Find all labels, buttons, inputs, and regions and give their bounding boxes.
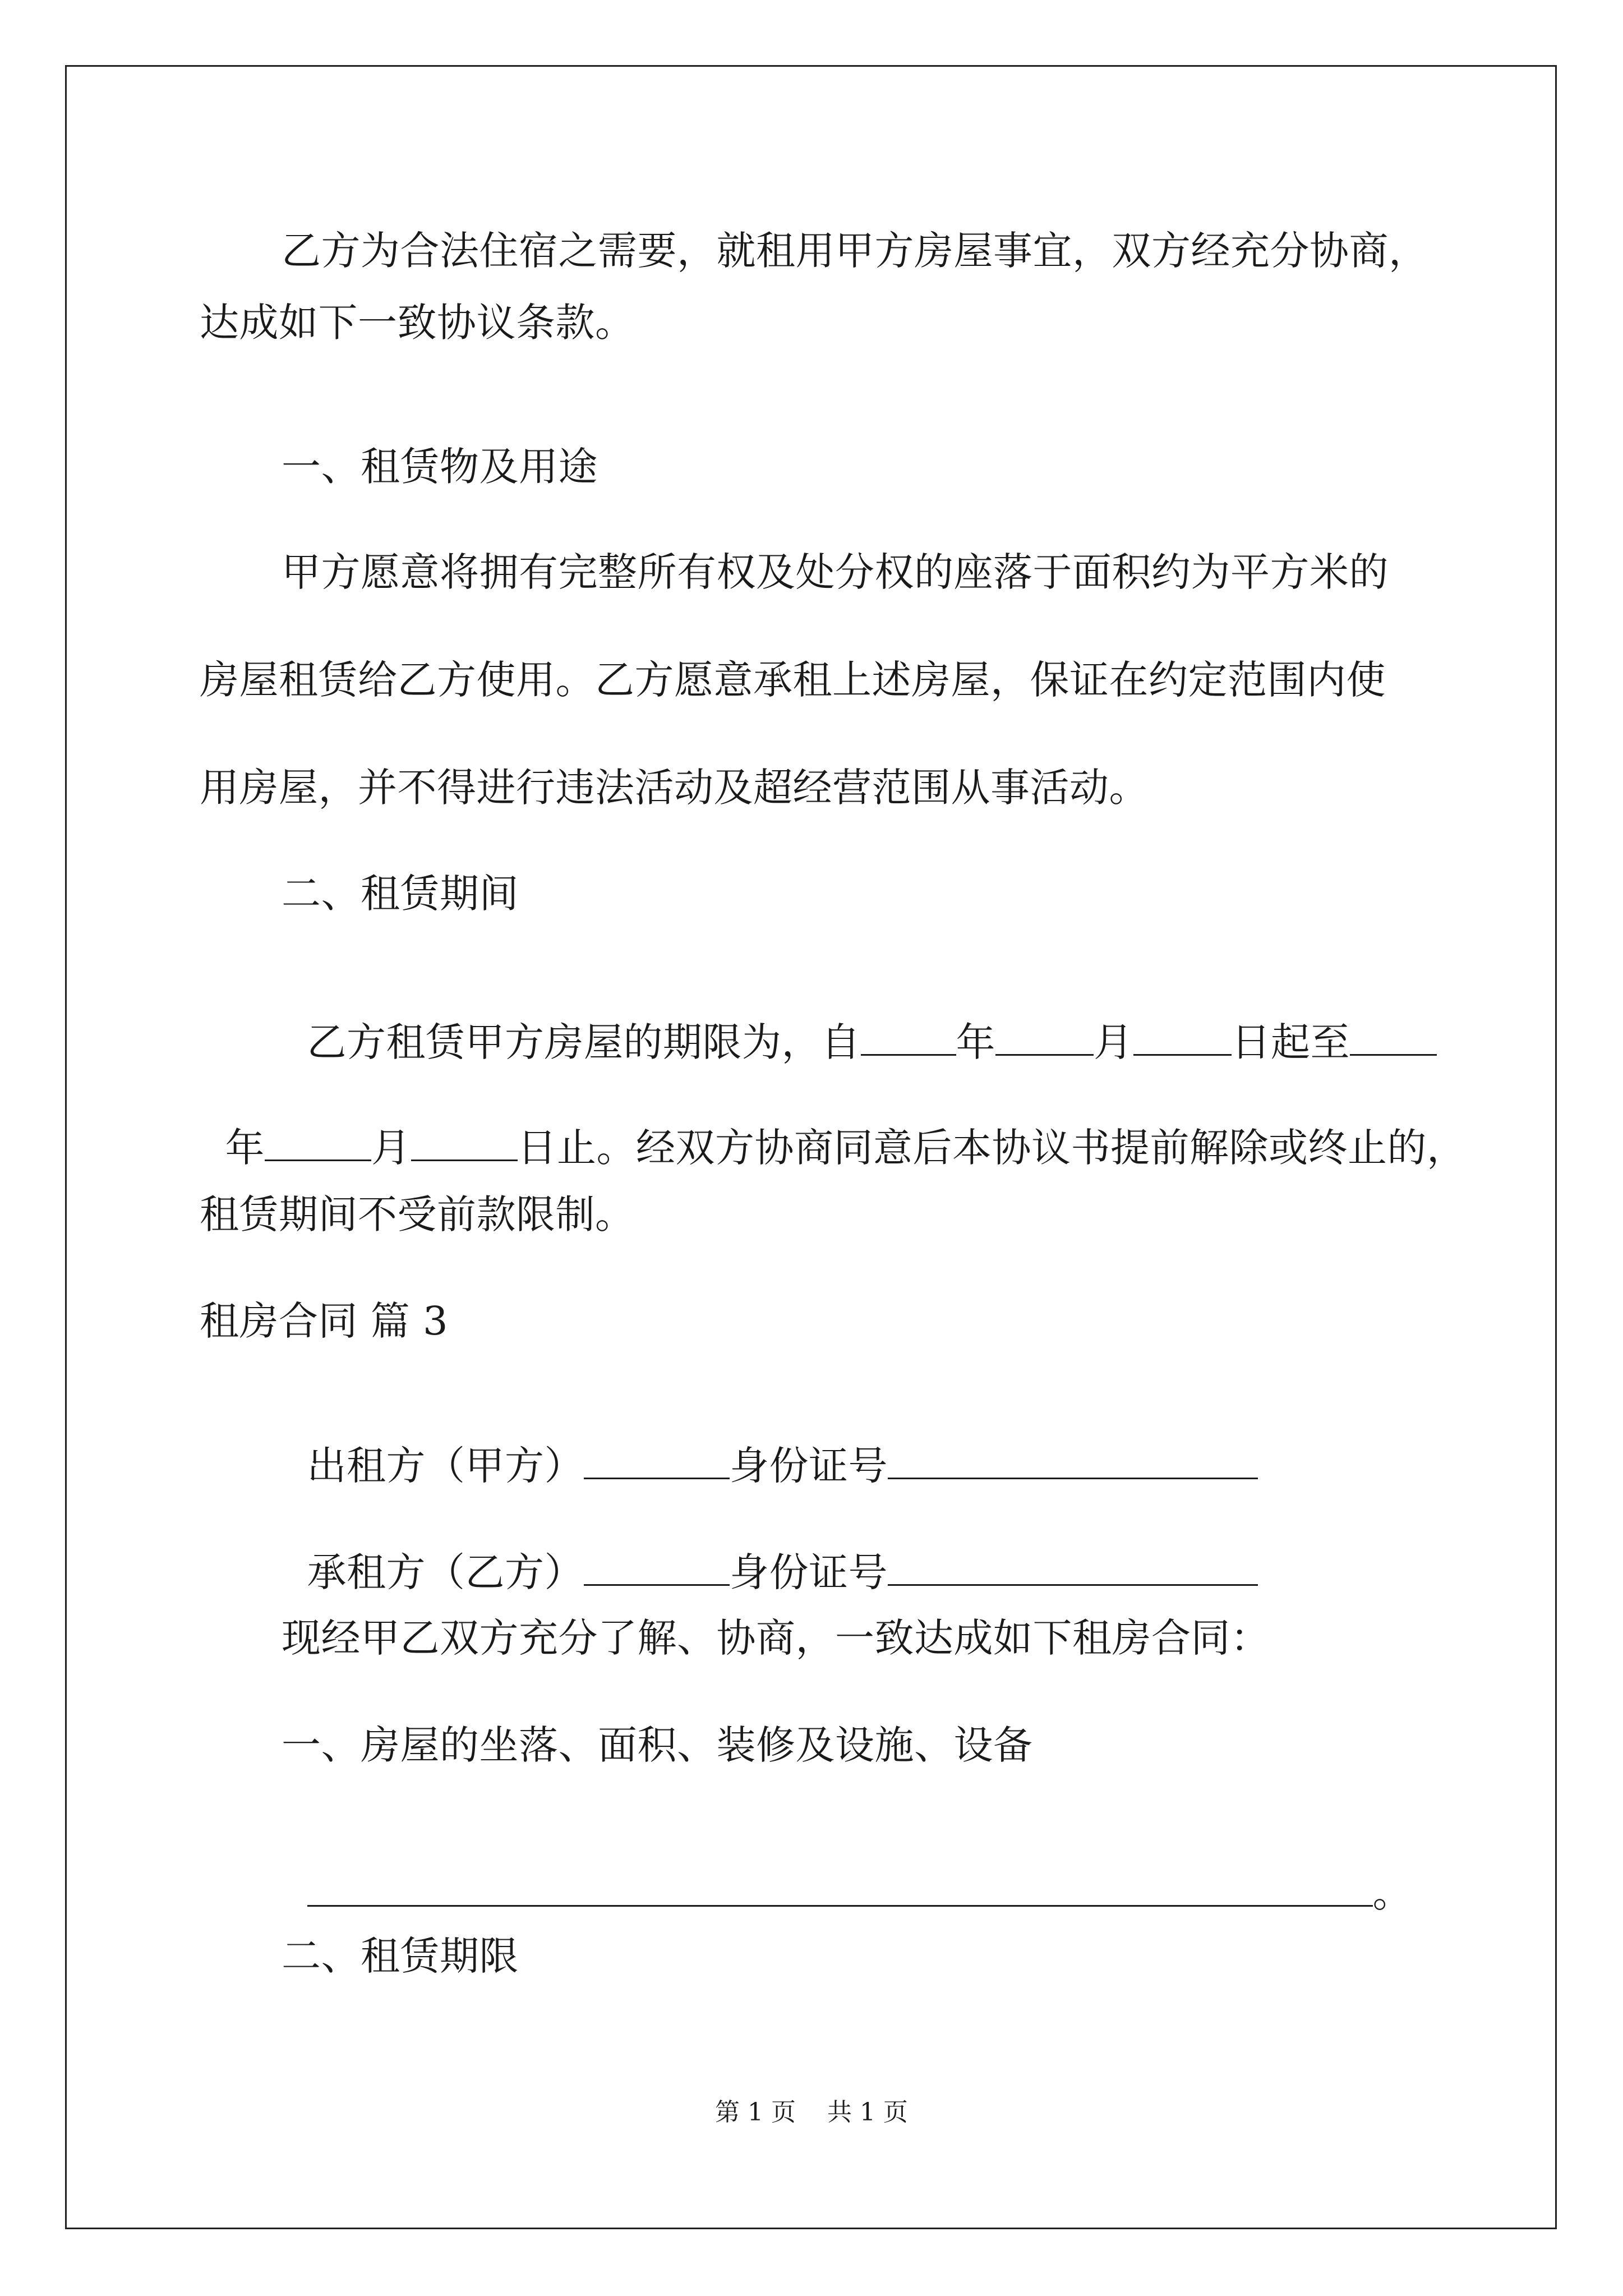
- blank-start-month: [995, 1022, 1094, 1056]
- section-heading: 一、租赁物及用途: [282, 444, 598, 490]
- blank-lessor-id: [888, 1445, 1258, 1479]
- section-heading: 二、租赁期限: [282, 1933, 519, 1979]
- blank-start-day: [1133, 1022, 1232, 1056]
- year-label: 年: [225, 1125, 265, 1171]
- month-label: 月: [371, 1125, 411, 1171]
- blank-property-description: [307, 1872, 1373, 1907]
- paragraph-line: 用房屋，并不得进行违法活动及超经营范围从事活动。: [200, 765, 1149, 811]
- lease-term-line-1: [282, 982, 1437, 1065]
- lessee-label: 承租方（乙方）: [307, 1549, 584, 1595]
- property-description-line: [282, 1833, 1413, 1916]
- section-heading: 一、房屋的坐落、面积、装修及设施、设备: [282, 1722, 1033, 1768]
- paragraph-line: 达成如下一致协议条款。: [200, 300, 635, 346]
- blank-lessee-name: [584, 1552, 730, 1586]
- section-heading: 二、租赁期间: [282, 871, 519, 917]
- blank-lessee-id: [888, 1552, 1258, 1586]
- paragraph-line: 甲方愿意将拥有完整所有权及处分权的座落于面积约为平方米的: [282, 549, 1389, 595]
- day-start-label: 日起至: [1231, 1019, 1350, 1065]
- paragraph-line: 租赁期间不受前款限制。: [200, 1191, 635, 1237]
- year-label: 年: [956, 1019, 996, 1065]
- lease-term-line-2: [200, 1088, 1467, 1171]
- lease-term-text: 乙方租赁甲方房屋的期限为，自: [307, 1019, 861, 1065]
- blank-end-day: [411, 1127, 518, 1161]
- period-mark: 。: [1372, 1870, 1413, 1916]
- section-title: 租房合同 篇 3: [200, 1298, 449, 1344]
- month-label: 月: [1094, 1019, 1133, 1065]
- blank-start-year: [861, 1022, 956, 1056]
- paragraph-line: 现经甲乙双方充分了解、协商，一致达成如下租房合同：: [282, 1615, 1270, 1661]
- lessor-line: [282, 1406, 1258, 1489]
- paragraph-line: 房屋租赁给乙方使用。乙方愿意承租上述房屋，保证在约定范围内使: [200, 657, 1386, 703]
- paragraph-line: 乙方为合法住宿之需要，就租用甲方房屋事宜，双方经充分协商，: [282, 228, 1428, 274]
- blank-lessor-name: [584, 1445, 730, 1479]
- blank-end-month: [265, 1127, 371, 1161]
- lease-term-text: 日止。经双方协商同意后本协议书提前解除或终止的，: [517, 1125, 1467, 1171]
- lessee-line: [282, 1512, 1258, 1595]
- blank-end-year: [1350, 1022, 1437, 1056]
- lessee-id-label: 身份证号: [730, 1549, 888, 1595]
- lessor-id-label: 身份证号: [730, 1443, 888, 1489]
- page-footer: 第 1 页 共 1 页: [715, 2098, 908, 2127]
- lessor-label: 出租方（甲方）: [307, 1443, 584, 1489]
